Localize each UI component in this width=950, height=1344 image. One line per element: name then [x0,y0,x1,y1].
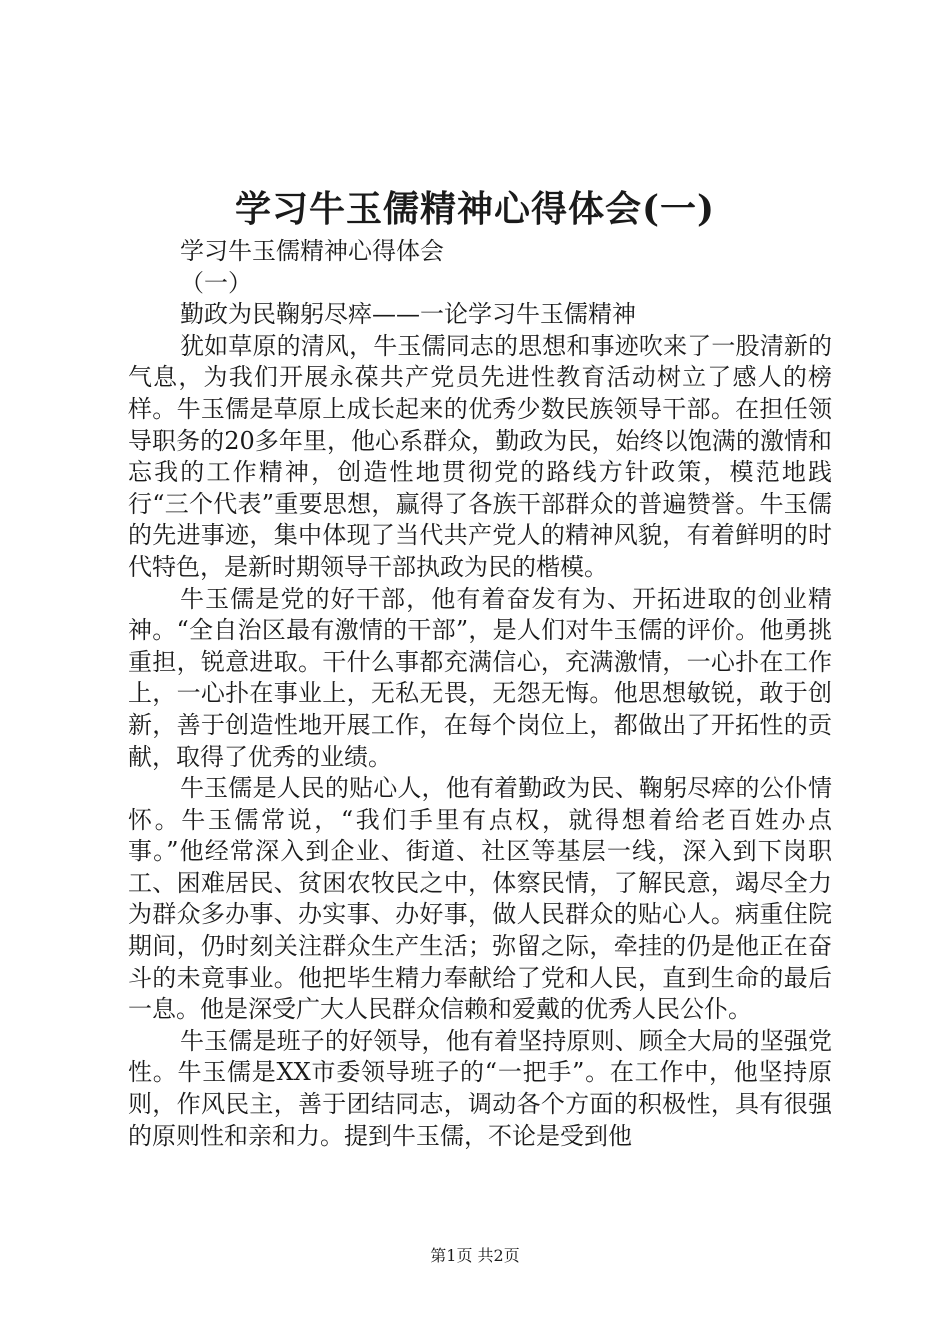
page-footer: 第1页 共2页 [430,1246,520,1265]
section-number: （一） [180,268,252,297]
paragraph-4: 牛玉儒是班子的好领导，他有着坚持原则、顾全大局的坚强党性。牛玉儒是XX市委领导班子的“一把手”。在工作中，他坚持原则，作风民主，善于团结同志，调动各个方面的积极性，具有很强的原则性和亲和力。提到牛玉儒，不论是受到他 [128,1026,832,1150]
paragraph-3: 牛玉儒是人民的贴心人，他有着勤政为民、鞠躬尽瘁的公仆情怀。牛玉儒常说，“我们手里有点权，就得想着给老百姓办点事。”他经常深入到企业、街道、社区等基层一线，深入到下岗职工、困难居民、贫困农牧民之中，体察民情，了解民意，竭尽全力为群众多办事、办实事、办好事，做人民群众的贴心人。病重住院期间，仍时刻关注群众生产生活；弥留之际，牵挂的仍是他正在奋斗的未竟事业。他把毕生精力奉献给了党和人民，直到生命的最后一息。他是深受广大人民群众信赖和爱戴的优秀人民公仆。 [128,774,832,1024]
document-title: 学习牛玉儒精神心得体会(一) [234,188,716,230]
paragraph-1: 犹如草原的清风，牛玉儒同志的思想和事迹吹来了一股清新的气息，为我们开展永葆共产党员先进性教育活动树立了感人的榜样。牛玉儒是草原上成长起来的优秀少数民族领导干部。在担任领导职务的20多年里，他心系群众，勤政为民，始终以饱满的激情和忘我的工作精神，创造性地贯彻党的路线方针政策，模范地践行“三个代表”重要思想，赢得了各族干部群众的普遍赞誉。牛玉儒的先进事迹，集中体现了当代共产党人的精神风貌，有着鲜明的时代特色，是新时期领导干部执政为民的楷模。 [128,331,832,581]
paragraph-2: 牛玉儒是党的好干部，他有着奋发有为、开拓进取的创业精神。“全自治区最有激情的干部”，是人们对牛玉儒的评价。他勇挑重担，锐意进取。干什么事都充满信心，充满激情，一心扑在工作上，一心扑在事业上，无私无畏，无怨无悔。他思想敏锐，敢于创新，善于创造性地开展工作，在每个岗位上，都做出了开拓性的贡献，取得了优秀的业绩。 [128,584,832,771]
document-body [128,236,832,1152]
article-title: 勤政为民鞠躬尽瘁——一论学习牛玉儒精神 [180,300,636,329]
subtitle: 学习牛玉儒精神心得体会 [180,237,444,265]
